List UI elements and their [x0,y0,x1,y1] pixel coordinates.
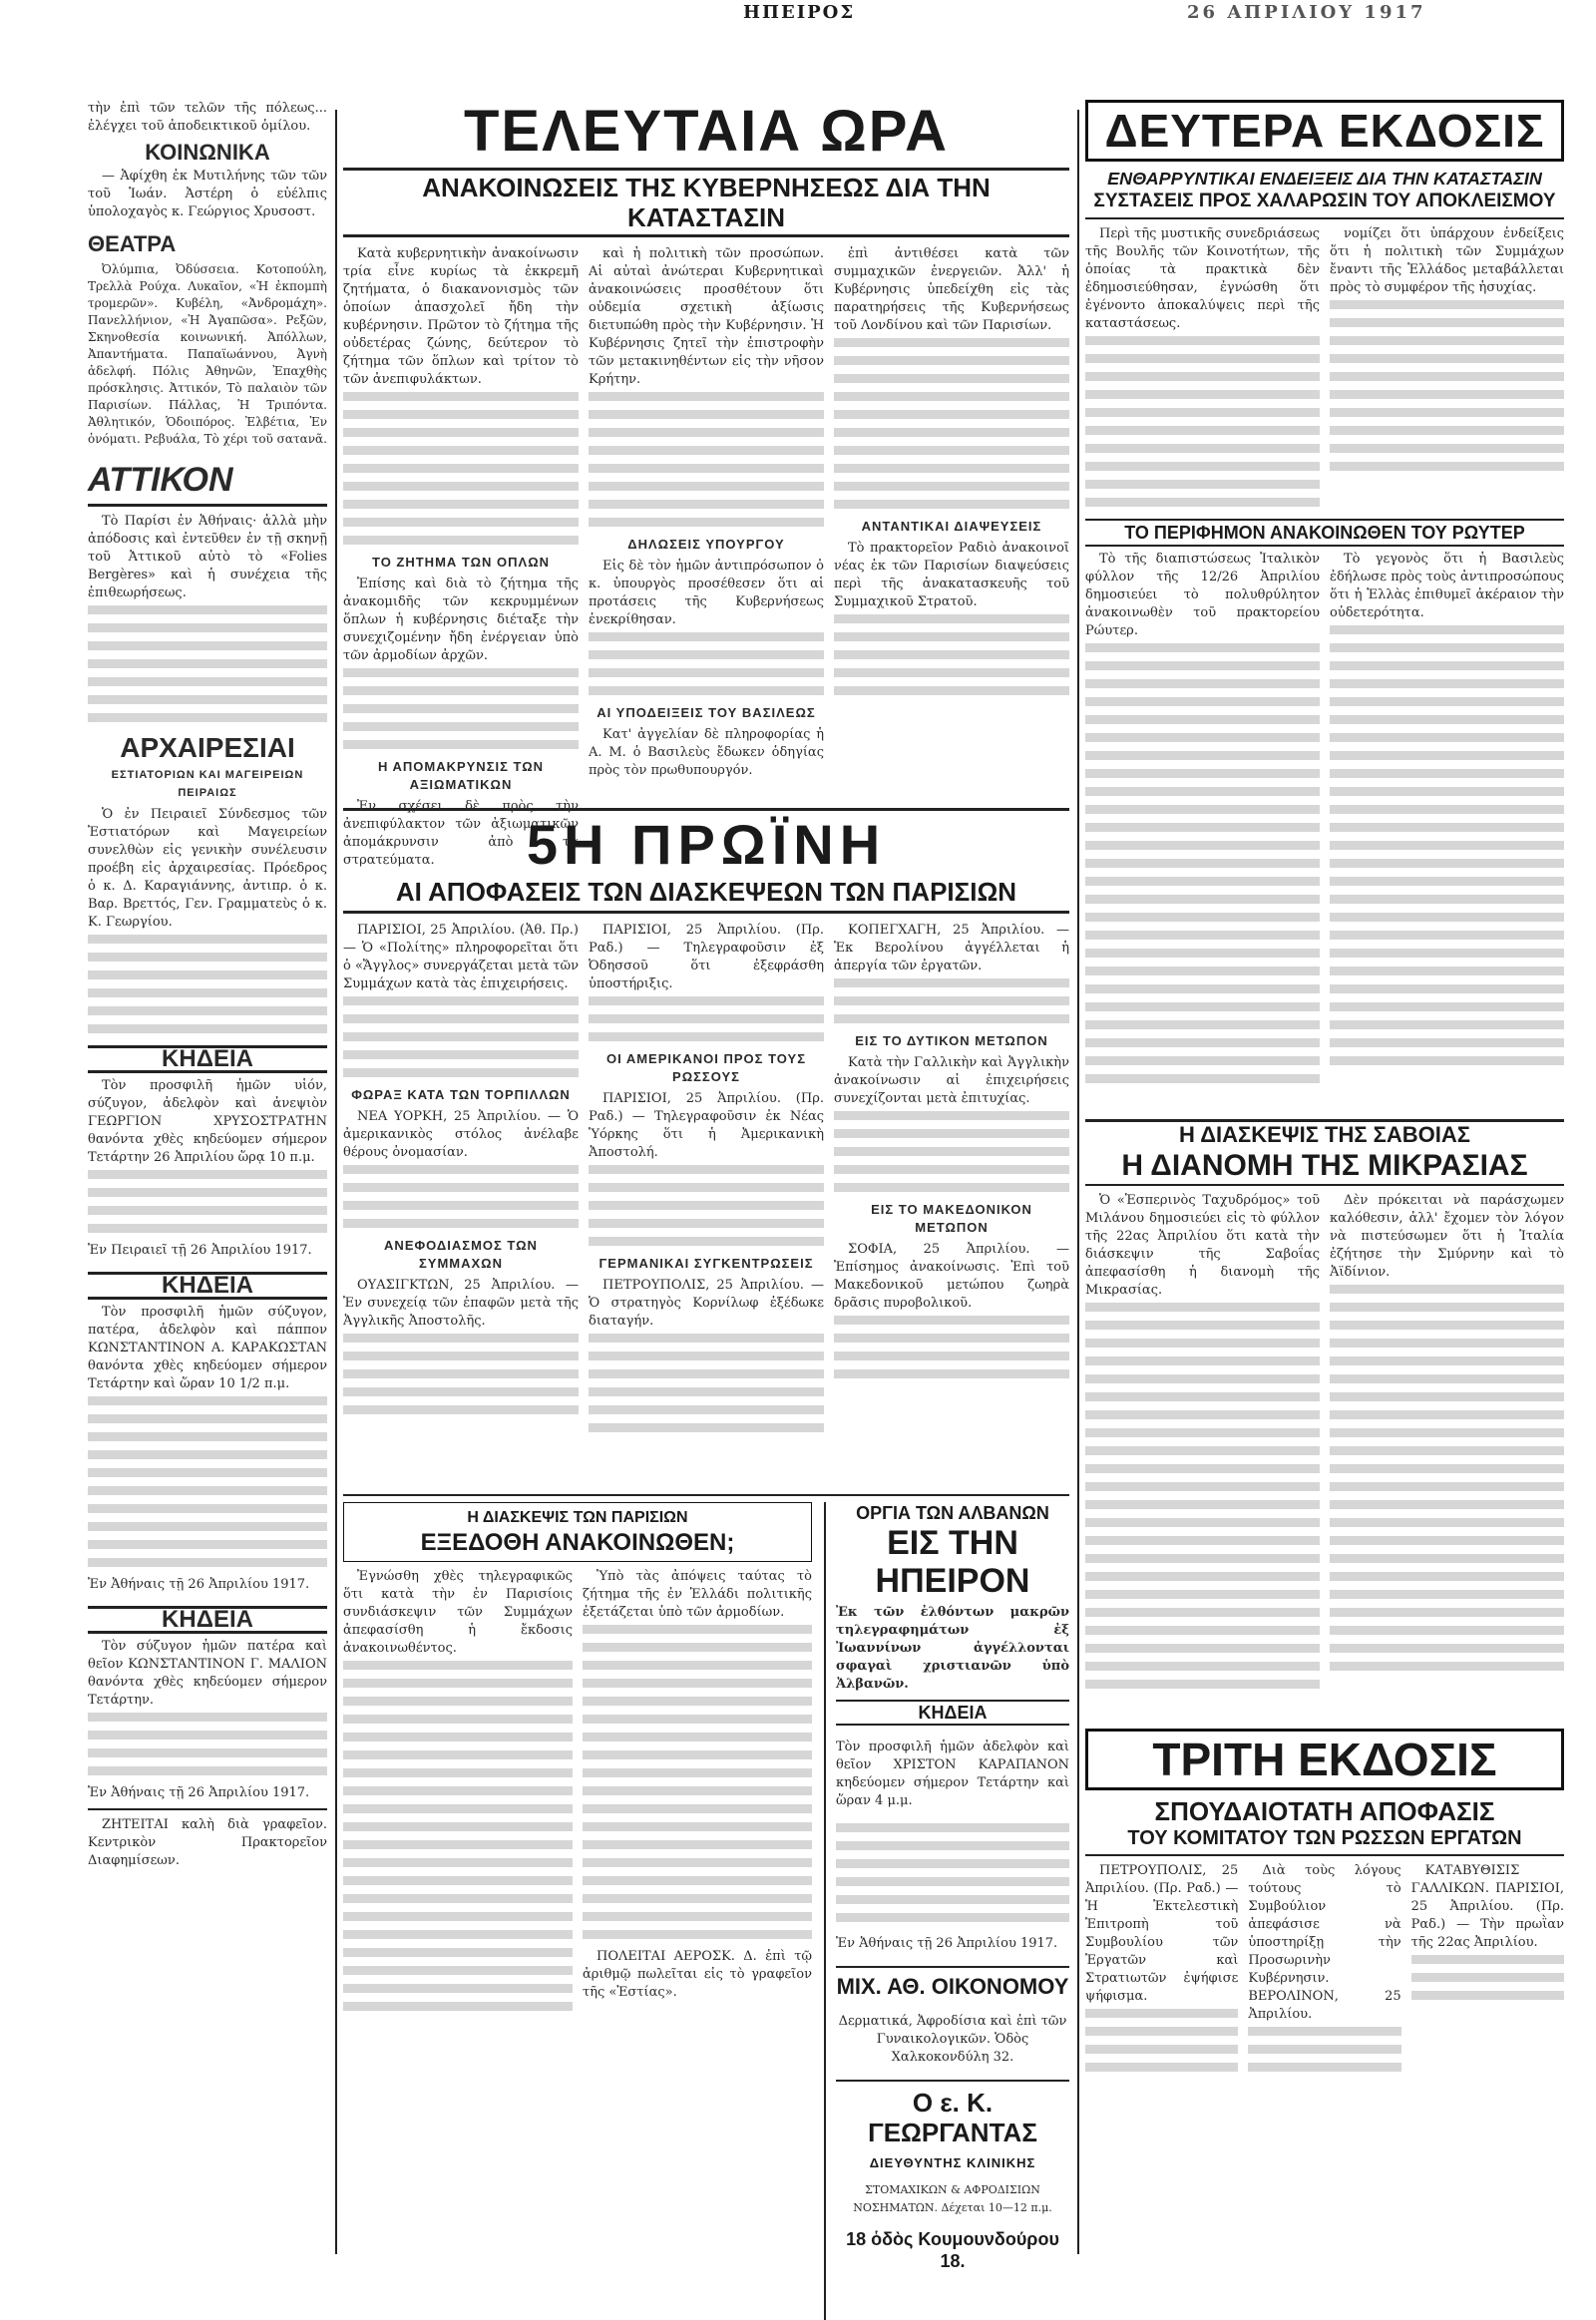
issue-date: 26 ΑΠΡΙΛΙΟΥ 1917 [1187,2,1426,23]
savoie-columns [1085,1192,1564,1721]
savoie-title: Η ΔΙΑΣΚΕΨΙΣ ΤΗΣ ΣΑΒΟΙΑΣ [1085,1119,1564,1148]
archairesies-sub: ΕΣΤΙΑΤΟΡΙΩΝ ΚΑΙ ΜΑΓΕΙΡΕΙΩΝ ΠΕΙΡΑΙΩΣ [111,769,304,799]
dispatch-col3-sub: ΕΙΣ ΤΟ ΔΥΤΙΚΟΝ ΜΕΤΩΠΟΝ [855,1033,1048,1048]
dispatch-col-1 [343,922,579,1490]
reuter-col2-text: Τὸ γεγονὸς ὅτι ἡ Βασιλεὺς ἐδήλωσε πρὸς τοὺς ἀντιπροσώπους ὅτι ἡ Ἑλλὰς ἐπιθυμεῖ ἀκέραιον τὴν οὐδετερότητα. [1330,552,1564,620]
divider [836,2080,1069,2082]
text-block [589,392,824,527]
text-block [583,1625,812,1939]
center-col-1 [343,245,579,868]
dispatch-col3-text: ΚΟΠΕΓΧΑΓΗ, 25 Ἀπριλίου. — Ἐκ Βερολίνου ἀγγέλλεται ἡ ἀπεργία τῶν ἐργατῶν. [834,923,1069,973]
ad1-name: ΜΙΧ. ΑΘ. ΟΙΚΟΝΟΜΟΥ [836,1974,1069,1999]
reuter-col-2 [1330,551,1564,1119]
savoie-col1-text: Ὁ «Ἑσπερινὸς Ταχυδρόμος» τοῦ Μιλάνου δημοσιεύει εἰς τὸ φύλλον τῆς 22ας Ἀπριλίου ὅτι κατὰ τὴν διάσκεψιν τῆς Σαβοΐας ἀπεφασίσθη ἡ διανομὴ τῆς Μικρασίας. [1085,1193,1320,1298]
text-block [834,1316,1069,1378]
dispatch-col1b-text: ΝΕΑ ΥΟΡΚΗ, 25 Ἀπριλίου. — Ὁ ἀμερικανικὸς στόλος ἀνέλαβε θέρους ὀνομασίαν. [343,1109,579,1160]
attikon-text: Τὸ Παρίσι ἐν Ἀθήναις· ἀλλὰ μὴν ἀπόδοσις καὶ ἐντεῦθεν ἐν τῇ σκηνῇ τοῦ Ἀττικοῦ αὐτὸ τὸ «Folies Bergères» καὶ ἡ συνέχεια τῆς ἐπιθεωρήσεως. [88,514,327,600]
text-block [834,1111,1069,1192]
kidea2-text: Τὸν προσφιλῆ ἡμῶν σύζυγον, πατέρα, ἀδελφὸν καὶ πάππον ΚΩΝΣΤΑΝΤΙΝΟΝ Α. ΚΑΡΑΚΩΣΤΑΝ θανόντα χθὲς κηδεύομεν σήμερον Τετάρτην καὶ ὥραν 10 1/2 π.μ. [88,1305,327,1391]
archairesies-text: Ὁ ἐν Πειραιεῖ Σύνδεσμος τῶν Ἐστιατόρων καὶ Μαγειρείων συνελθὼν εἰς γενικὴν συνέλευσιν προέβη εἰς ἀρχαιρεσίας. Πρόεδρος ὁ κ. Δ. Καραγιάννης, ἀντιπρ. ὁ κ. Βαρ. Βρεττός, Γεν. Γραμματεὺς ὁ κ. Κ. Γεωργίου. [88,807,327,930]
text-block [834,978,1069,1023]
triti-col3-text: ΚΑΤΑΒΥΘΙΣΙΣ ΓΑΛΛΙΚΩΝ. ΠΑΡΙΣΙΟΙ, 25 Ἀπριλίου. (Πρ. Ραδ.) — Τὴν πρωῒαν τῆς 22ας Ἀπριλίου. [1410,1863,1564,1950]
dispatch-col-2 [589,922,824,1490]
kidea4-title: ΚΗΔΕΙΑ [836,1700,1069,1726]
text-block [88,1396,327,1567]
right-col-2 [1330,225,1564,515]
ad2-address: 18 ὁδὸς Κουμουνδούρου 18. [846,2229,1059,2271]
text-block [88,605,327,722]
center-col3-sub: ΑΝΤΑΝΤΙΚΑΙ ΔΙΑΨΕΥΣΕΙΣ [861,519,1042,534]
center-col1c-text: Ἐν σχέσει δὲ πρὸς τὴν ἀνεπιφύλακτον τῶν ἀξιωματικῶν ἀπομάκρυνσιν ἀπὸ τὰ στρατεύματα. [343,799,579,868]
paris-col-2 [583,1568,812,2020]
paris-text-b: Ὑπὸ τὰς ἀπόψεις ταύτας τὸ ζήτημα τῆς ἐν Ἑλλάδι πολιτικῆς ἐξετάζεται ὑπὸ τῶν ἀρμοδίων. [583,1569,812,1620]
dispatch-col2c-text: ΠΕΤΡΟΥΠΟΛΙΣ, 25 Ἀπριλίου. — Ὁ στρατηγὸς Κορνίλωφ ἐξέδωκε διαταγήν. [589,1278,824,1329]
middle-columns [343,922,1069,1490]
savoie-col2-text: Δὲν πρόκειται νὰ παράσχωμεν καλόθεσιν, ἀλλ' ἔχομεν τὸν λόγον νὰ πιστεύσωμεν ὅτι ἡ Ἰταλία ἐζήτησε τὴν Σμύρνην καὶ τὸ Ἀϊδίνιον. [1330,1193,1564,1280]
reuter-col-1 [1085,551,1320,1119]
kidea2-date: Ἐν Ἀθήναις τῇ 26 Ἀπριλίου 1917. [88,1577,310,1592]
newspaper-name: ΗΠΕΙΡΟΣ [743,2,856,23]
dispatch-col3b-text: Κατὰ τὴν Γαλλικὴν καὶ Ἀγγλικὴν ἀνακοίνωσιν αἱ ἐπιχειρήσεις συνεχίζονται μετὰ ἐπιτυχίας. [834,1055,1069,1106]
archairesies-title: ΑΡΧΑΙΡΕΣΙΑΙ [120,732,295,763]
right-col-1 [1085,225,1320,515]
text-block [834,614,1069,695]
text-block [88,1713,327,1775]
headline-triti-ekdosis: ΤΡΙΤΗ ΕΚΔΟΣΙΣ [1085,1729,1564,1790]
orgia-title: ΟΡΓΙΑ ΤΩΝ ΑΛΒΑΝΩΝ [856,1503,1049,1523]
paris-box-title: Η ΔΙΑΣΚΕΨΙΣ ΤΩΝ ΠΑΡΙΣΙΩΝ [467,1509,688,1526]
text-block [589,996,824,1041]
text-block [88,1170,327,1233]
right-col2-text: νομίζει ὅτι ὑπάρχουν ἐνδείξεις ὅτι ἡ πολιτικὴ τῶν Συμμάχων ἔναντι τῆς Ἑλλάδος μεταβάλλεται πρὸς τὸ συμφέρον τῆς ἡσυχίας. [1330,226,1564,295]
center-col2-sub: ΔΗΛΩΣΕΙΣ ΥΠΟΥΡΓΟΥ [627,537,785,552]
right-sub2: ΣΥΣΤΑΣΕΙΣ ΠΡΟΣ ΧΑΛΑΡΩΣΙΝ ΤΟΥ ΑΠΟΚΛΕΙΣΜΟΥ [1085,190,1564,219]
paris-text: Ἐγνώσθη χθὲς τηλεγραφικῶς ὅτι κατὰ τὴν ἐν Παρισίοις συνδιάσκεψιν τῶν Συμμάχων ἀπεφασίσθη ἡ ἔκδοσις ἀνακοινωθέντος. [343,1569,573,1656]
text-block [589,632,824,695]
right-col1-text: Περὶ τῆς μυστικῆς συνεδριάσεως τῆς Βουλῆς τῶν Κοινοτήτων, τῆς ὁποίας τὰ πρακτικὰ δὲν ἐδημοσιεύθησαν, ἐγνώσθη ὅτι ἐγένοντο ἀποκαλύψεις περὶ τῆς καταστάσεως. [1085,226,1320,331]
dispatch-col1-text: ΠΑΡΙΣΙΟΙ, 25 Ἀπριλίου. (Ἀθ. Πρ.) — Ὁ «Πολίτης» πληροφορεῖται ὅτι ὁ «Ἄγγλος» συνεργάζεται μετὰ τῶν Συμμάχων κατὰ τὰς ἐπιχειρήσεις. [343,923,579,991]
text-block [1085,643,1320,1083]
paris-text-columns [343,1568,812,2020]
triti-col-2 [1248,1862,1400,2032]
center-col1b-text: Ἐπίσης καὶ διὰ τὸ ζήτημα τῆς ἀνακομιδῆς τῶν κεκρυμμένων ὅπλων ἡ κυβέρνησις διέταξε τὴν συνεχιζομένην ἤδη ἐνέργειαν ὑπὸ τῶν ἀρμοδίων ἀρχῶν. [343,577,579,663]
dispatch-col3-sub2: ΕΙΣ ΤΟ ΜΑΚΕΔΟΝΙΚΟΝ ΜΕΤΩΠΟΝ [871,1202,1032,1235]
dispatch-col2-text: ΠΑΡΙΣΙΟΙ, 25 Ἀπριλίου. (Πρ. Ραδ.) — Τηλεγραφοῦσιν ἐξ Ὀδησσοῦ ὅτι ἐξεφράσθη ὑποστήριξις. [589,923,824,991]
top-snippet: τὴν ἐπὶ τῶν τελῶν τῆς πόλεως... ἐλέγχει τοῦ ἀποδεικτικοῦ ὁμίλου. [88,101,327,134]
text-block [88,935,327,1033]
triti-sub2: ΤΟΥ ΚΟΜΙΤΑΤΟΥ ΤΩΝ ΡΩΣΣΩΝ ΕΡΓΑΤΩΝ [1085,1826,1564,1856]
kidea1-text: Τὸν προσφιλῆ ἡμῶν υἱόν, σύζυγον, ἀδελφὸν καὶ ἀνεψιὸν ΓΕΩΡΓΙΟΝ ΧΡΥΣΟΣΤΡΑΤΗΝ θανόντα χθὲς κηδεύομεν σήμερον Τετάρτην 26 Ἀπριλίου ὥρᾳ 10 π.μ. [88,1078,327,1165]
ad2-name: Ο ε. Κ. ΓΕΩΡΓΑΝΤΑΣ [868,2088,1037,2147]
center-col-3 [834,245,1069,804]
theatres-text: Ὀλύμπια, Ὀδύσσεια. Κοτοπούλη, Τρελλὰ Ρούχα. Λυκαῖον, «Ἡ ἐκπομπὴ τρομερῶν». Κυβέλη, «Ἀνδρομάχη». Πανελλήνιον, «Ἡ Ἀγαπῶσα». Ρεξῶν, Σκηνοθεσία κοινωνική. Ἀπόλλων, Ἀπαντήματα. Παπαϊωάννου, Ἀγνὴ ἀδελφή. Πόλις Ἀθηνῶν, Ἐπαχθὴς πρόσκλησις. Ἀττικόν, Τὸ παλαιὸν τῶν Παρισίων. Πάλλας, Ἡ Τριπόντα. Ἀθλητικόν, Ὁδοιπόρος. Ἐλβέτια, Ἐν ὀνόματι. Ρεβυάλα, Τὸ χέρι τοῦ σατανᾶ. [88,262,327,446]
ad1-text: Δερματικά, Ἀφροδίσια καὶ ἐπὶ τῶν Γυναικολογικῶν. Ὁδὸς Χαλκοκονδύλη 32. [838,2014,1067,2065]
right-section [1085,100,1564,2274]
reuter-col1-text: Τὸ τῆς διαπιστώσεως Ἰταλικὸν φύλλον τῆς 12/26 Ἀπριλίου δημοσιεύει τὸ πολυθρύλητον ἀνακοινωθὲν τοῦ πρακτορείου Ρώυτερ. [1085,552,1320,638]
triti-col2-text: Διὰ τοὺς λόγους τούτους τὸ Συμβούλιον ἀπεφάσισε νὰ ὑποστηρίξῃ τὴν Προσωρινὴν Κυβέρνησιν. ΒΕΡΟΛΙΝΟΝ, 25 Ἀπριλίου. [1248,1863,1401,2022]
center-col2-sub2: ΑΙ ΥΠΟΔΕΙΞΕΙΣ ΤΟΥ ΒΑΣΙΛΕΩΣ [597,705,816,720]
text-block [343,1165,579,1228]
society-text: — Ἀφίχθη ἐκ Μυτιλήνης τῶν τῶν τοῦ Ἰωάν. Ἀστέρη ὁ εὐέλπις ὑπολοχαγὸς κ. Γεώργιος Χρυσοστ. [88,169,327,219]
zitieitai-ad: ΖΗΤΕΙΤΑΙ καλὴ διὰ γραφεῖον. Κεντρικὸν Πρακτορεῖον Διαφημίσεων. [88,1817,327,1868]
masthead-strip [0,0,1596,28]
dispatch-col3c-text: ΣΟΦΙΑ, 25 Ἀπριλίου. — Ἐπίσημος ἀνακοίνωσις. Ἐπὶ τοῦ Μακεδονικοῦ μετώπου ζωηρὰ δρᾶσις πυροβολικοῦ. [834,1242,1069,1311]
triti-col-3 [1411,1862,1564,2032]
dispatch-col1-sub2: ΑΝΕΦΟΔΙΑΣΜΟΣ ΤΩΝ ΣΥΜΜΑΧΩΝ [384,1238,538,1271]
kidea1-date: Ἐν Πειραιεῖ τῇ 26 Ἀπριλίου 1917. [88,1243,312,1258]
center-col-2 [589,245,824,804]
text-block [1085,1303,1320,1689]
text-block [343,1661,573,2011]
ads-column [824,1502,1069,2320]
text-block [343,1334,579,1414]
text-block [834,338,1069,509]
column-rule [1077,110,1079,2254]
triti-col-1 [1085,1862,1238,2032]
kidea3-text: Τὸν σύζυγον ἡμῶν πατέρα καὶ θεῖον ΚΩΝΣΤΑΝΤΙΝΟΝ Γ. ΜΑΛΙΟΝ θανόντα χθὲς κηδεύομεν σήμερον Τετάρτην. [88,1639,327,1708]
ad2-sub: ΔΙΕΥΘΥΝΤΗΣ ΚΛΙΝΙΚΗΣ [869,2155,1036,2170]
triti-columns [1085,1862,1564,2032]
kidea3-date: Ἐν Ἀθήναις τῇ 26 Ἀπριλίου 1917. [88,1785,310,1800]
kidea3-title: ΚΗΔΕΙΑ [88,1606,327,1634]
savoie-col-2 [1330,1192,1564,1721]
text-block [1330,1285,1564,1671]
text-block [589,1334,824,1432]
center-col2c-text: Κατ' ἀγγελίαν δὲ πληροφορίας ἡ Α. Μ. ὁ Βασιλεὺς ἔδωκεν ὁδηγίας πρὸς τὸν πρωθυπουργόν. [589,727,824,778]
orgia-text: Ἐκ τῶν ἐλθόντων μακρῶν τηλεγραφημάτων ἐξ Ἰωαννίνων ἀγγέλλονται σφαγαὶ χριστιανῶν ὑπὸ Ἀλβανῶν. [836,1605,1069,1692]
left-column [88,100,327,2274]
reuter-columns [1085,551,1564,1119]
kidea2-title: ΚΗΔΕΙΑ [88,1272,327,1300]
kidea4-text: Τὸν προσφιλῆ ἡμῶν ἀδελφὸν καὶ θεῖον ΧΡΙΣΤΟΝ ΚΑΡΑΠΑΝΟΝ κηδεύομεν σήμερον Τετάρτην καὶ ὥραν 4 μ.μ. [836,1740,1069,1808]
headline-diaskepseis: ΑΙ ΑΠΟΦΑΣΕΙΣ ΤΩΝ ΔΙΑΣΚΕΨΕΩΝ ΤΩΝ ΠΑΡΙΣΙΩΝ [343,875,1069,914]
aeroskopoi-ad: ΠΟΛΕΙΤΑΙ ΑΕΡΟΣΚ. Δ. ἐπὶ τῷ ἀριθμῷ πωλεῖται εἰς τὸ γραφεῖον τῆς «Ἐστίας». [583,1949,812,2000]
center-col1-sub: ΤΟ ΖΗΤΗΜΑ ΤΩΝ ΟΠΛΩΝ [371,555,551,570]
column-rule [335,110,337,2254]
text-block [1248,2027,1400,2072]
headline-anakoinoseis: ΑΝΑΚΟΙΝΩΣΕΙΣ ΤΗΣ ΚΥΒΕΡΝΗΣΕΩΣ ΔΙΑ ΤΗΝ ΚΑΤΑΣΤΑΣΙΝ [343,168,1069,237]
center-col3b-text: Τὸ πρακτορεῖον Ραδιὸ ἀνακοινοῖ νέας ἐκ τῶν Παρισίων διαψεύσεις περὶ τῆς ἀνακατασκευῆς τοῦ Συμμαχικοῦ Στρατοῦ. [834,541,1069,609]
society-title: ΚΟΙΝΩΝΙΚΑ [145,140,270,165]
savoie-sub: Η ΔΙΑΝΟΜΗ ΤΗΣ ΜΙΚΡΑΣΙΑΣ [1085,1148,1564,1186]
dispatch-col-3 [834,922,1069,1490]
headline-teleutaia-ora: ΤΕΛΕΥΤΑΙΑ ΩΡΑ [463,99,950,164]
center-col1-sub2: Η ΑΠΟΜΑΚΡΥΝΣΙΣ ΤΩΝ ΑΞΙΩΜΑΤΙΚΩΝ [377,759,545,792]
divider [88,504,327,507]
dispatch-col1c-text: ΟΥΑΣΙΓΚΤΩΝ, 25 Ἀπριλίου. — Ἐν συνεχείᾳ τῶν ἐπαφῶν μετὰ τῆς Ἀγγλικῆς Ἀποστολῆς. [343,1278,579,1329]
headline-5h-proini: 5Η ΠΡΩΪΝΗ [526,813,887,876]
center-col2-text: καὶ ἡ πολιτικὴ τῶν προσώπων. Αἱ αὐταὶ ἀνώτεραι Κυβερνητικαὶ ἀνακοινώσεις προσθέτουν ὅτι οὐδεμία σχετικὴ ἀξίωσις διετυπώθη πρὸς τὴν Κυβέρνησιν. Ἡ Κυβέρνησις ζητεῖ τὴν ἐπιστροφὴν τῶν μετακινηθέντων εἰς τὴν νῆσον Κρήτην. [589,246,824,387]
orgia-headline: ΕΙΣ ΤΗΝ ΗΠΕΙΡΟΝ [875,1524,1030,1600]
center-col3-text: ἐπὶ ἀντιθέσει κατὰ τῶν συμμαχικῶν ἐνεργειῶν. Ἀλλ' ἡ Κυβέρνησις ὑπεδείχθη εἰς τὰς παρατηρήσεις τῆς Κυβερνήσεως τοῦ Λονδίνου καὶ τῶν Παρισίων. [834,246,1069,333]
text-block [1411,1955,1564,2000]
text-block [836,1823,1069,1922]
ad2-text: ΣΤΟΜΑΧΙΚΩΝ & ΑΦΡΟΔΙΣΙΩΝ ΝΟΣΗΜΑΤΩΝ. Δέχεται 10—12 π.μ. [853,2183,1052,2214]
paris-box-sub: ΕΞΕΔΟΘΗ ΑΝΑΚΟΙΝΩΘΕΝ; [420,1529,735,1556]
headline-deutera-ekdosis: ΔΕΥΤΕΡΑ ΕΚΔΟΣΙΣ [1085,100,1564,162]
text-block [1085,2009,1238,2072]
text-block [343,668,579,749]
lower-section [343,1502,1069,2320]
dispatch-col1-sub: ΦΩΡΑΞ ΚΑΤΑ ΤΩΝ ΤΟΡΠΙΛΛΩΝ [351,1087,571,1102]
right-sub1: ΕΝΘΑΡΡΥΝΤΙΚΑΙ ΕΝΔΕΙΞΕΙΣ ΔΙΑ ΤΗΝ ΚΑΤΑΣΤΑΣΙΝ [1107,169,1542,189]
dispatch-col2-sub2: ΓΕΡΜΑΝΙΚΑΙ ΣΥΓΚΕΝΤΡΩΣΕΙΣ [598,1256,814,1271]
triti-col1-text: ΠΕΤΡΟΥΠΟΛΙΣ, 25 Ἀπριλίου. (Πρ. Ραδ.) — Ἡ Ἐκτελεστικὴ Ἐπιτροπὴ τοῦ Συμβουλίου τῶν Ἐργατῶν καὶ Στρατιωτῶν ἐψήφισε ψήφισμα. [1085,1863,1239,2004]
dispatch-col2-sub: ΟΙ ΑΜΕΡΙΚΑΝΟΙ ΠΡΟΣ ΤΟΥΣ ΡΩΣΣΟΥΣ [605,1051,807,1084]
kidea1-title: ΚΗΔΕΙΑ [88,1045,327,1073]
divider [836,1966,1069,1968]
text-block [1330,625,1564,1065]
reuter-title: ΤΟ ΠΕΡΙΦΗΜΟΝ ΑΝΑΚΟΙΝΩΘΕΝ ΤΟΥ ΡΩΥΤΕΡ [1085,519,1564,547]
paris-col-1 [343,1568,573,2020]
theatres-title: ΘΕΑΤΡΑ [88,231,177,256]
savoie-col-1 [1085,1192,1320,1721]
paris-box [343,1502,812,1562]
text-block [589,1165,824,1246]
divider [343,1494,1069,1496]
triti-sub1: ΣΠΟΥΔΑΙΟΤΑΤΗ ΑΠΟΦΑΣΙΣ [1154,1796,1495,1826]
right-top-columns [1085,225,1564,515]
center-section [343,100,1069,2274]
dispatch-col2b-text: ΠΑΡΙΣΙΟΙ, 25 Ἀπριλίου. (Πρ. Ραδ.) — Τηλεγραφοῦσιν ἐκ Νέας Ὑόρκης ὅτι ἡ Ἀμερικανικὴ Ἀποστολή. [589,1091,824,1160]
attikon-title: ΑΤΤΙΚΟΝ [88,461,233,499]
divider [88,1808,327,1810]
paris-conference-block [343,1502,812,2320]
text-block [1330,300,1564,471]
kidea4-date: Ἐν Ἀθήναις τῇ 26 Ἀπριλίου 1917. [836,1936,1058,1951]
text-block [343,996,579,1077]
text-block [1085,336,1320,507]
center-col2b-text: Εἰς δὲ τὸν ἡμῶν ἀντιπρόσωπον ὁ κ. ὑπουργὸς προσέθεσεν ὅτι αἱ προτάσεις τῆς Κυβερνήσεως ἐνεκρίθησαν. [589,559,824,627]
text-block [343,392,579,545]
center-col1-text: Κατὰ κυβερνητικὴν ἀνακοίνωσιν τρία εἶνε κυρίως τὰ ἐκκρεμῆ ζητήματα, ὁ διακανονισμὸς τῶν ὁποίων ἀπασχολεῖ ἤδη τὴν κυβέρνησιν. Πρῶτον τὸ ζήτημα τῆς οὐδετέρας ζώνης, δεύτερον τὸ ζήτημα τῶν ὅπλων καὶ τρίτον τὸ τῶν ἀνεπιφυλάκτων. [343,246,579,387]
